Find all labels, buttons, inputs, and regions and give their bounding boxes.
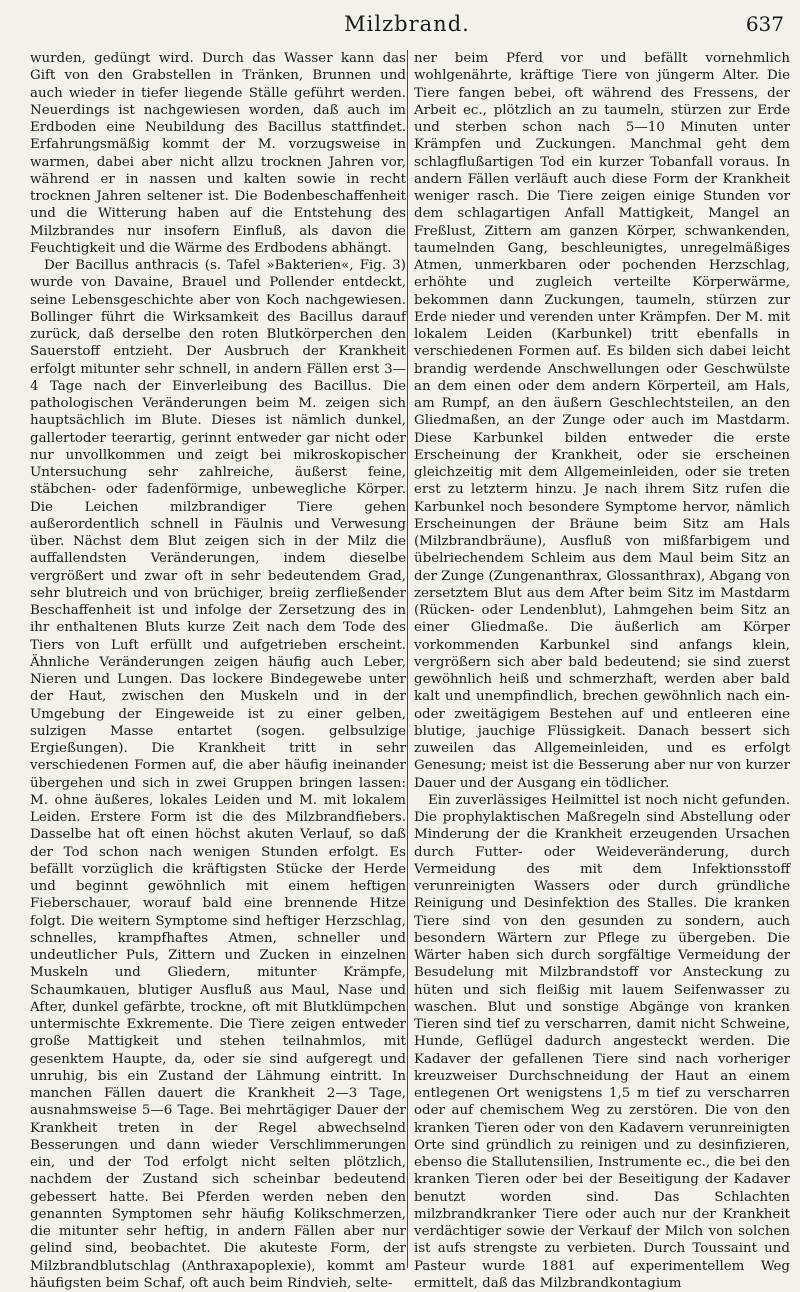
running-title: Milzbrand. xyxy=(344,12,470,36)
paragraph: Ein zuverlässiges Heilmittel ist noch nicht gefunden. Die prophylaktischen Maßregeln sind Abstellung oder Minderung der die Krankheit erzeugenden Ursachen durch Futter- oder Weideveränderung, durch Vermeidung des mit dem Infektionsstoff verunreinigten Wassers oder durch gründliche Reinigung und Desinfektion des Stalles. Die kranken Tiere sind von den gesunden zu sondern, auch besondern Wärtern zur Pflege zu übergeben. Die Wärter haben sich durch sorgfältige Vermeidung der Besudelung mit Milzbrandstoff vor Ansteckung zu hüten und sich fleißig mit lauem Seifenwasser zu waschen. Blut und sonstige Abgänge von kranken Tieren sind tief zu verscharren, damit nicht Schweine, Hunde, Geflügel dadurch angesteckt werden. Die Kadaver der gefallenen Tiere sind nach vorheriger kreuzweiser Durchschneidung der Haut an einem entlegenen Ort wenigstens 1,5 m tief zu verscharren oder auf chemischem Weg zu zerstören. Die von den kranken Tieren oder von den Kadavern verunreinigten Orte sind gründlich zu reinigen und zu desinfizieren, ebenso die Stallutensilien, Instrumente ec., die bei den kranken Tieren oder bei der Beseitigung der Kadaver benutzt worden sind. Das Schlachten milzbrandkranker Tiere oder auch nur der Krankheit verdächtiger sowie der Verkauf der Milch von solchen ist aufs strengste zu verbieten. Durch Toussaint und Pasteur wurde 1881 auf experimentellem Weg ermittelt, daß das Milzbrandkontagium xyxy=(414,792,790,1291)
left-column xyxy=(30,50,406,1291)
page-number: 637 xyxy=(745,12,784,36)
paragraph: ner beim Pferd vor und befällt vornehmlich wohlgenährte, kräftige Tiere von jüngerm Alter. Die Tiere fangen bebei, oft während des Fressens, der Arbeit ec., plötzlich an zu taumeln, stürzen zur Erde und sterben schon nach 5—10 Minuten unter Krämpfen und Zuckungen. Manchmal geht dem schlagflußartigen Tod ein kurzer Tobanfall voraus. In andern Fällen verläuft auch diese Form der Krankheit weniger rasch. Die Tiere zeigen einige Stunden vor dem schlagartigen Anfall Mattigkeit, Mangel an Freßlust, Zittern am ganzen Körper, schwankenden, taumelnden Gang, beschleunigtes, unregelmäßiges Atmen, unmerkbaren oder pochenden Herzschlag, erhöhte und zugleich verteilte Körperwärme, bekommen dann Zuckungen, taumeln, stürzen zur Erde nieder und verenden unter Krämpfen. Der M. mit lokalem Leiden (Karbunkel) tritt ebenfalls in verschiedenen Formen auf. Es bilden sich dabei leicht brandig werdende Anschwellungen oder Geschwülste an dem einen oder dem andern Körperteil, am Hals, am Rumpf, an den äußern Geschlechtsteilen, an den Gliedmaßen, an der Zunge oder auch im Mastdarm. Diese Karbunkel bilden entweder die erste Erscheinung der Krankheit, oder sie erscheinen gleichzeitig mit dem Allgemeinleiden, oder sie treten erst zu letzterm hinzu. Je nach ihrem Sitz rufen die Karbunkel noch besondere Symptome hervor, nämlich Erscheinungen der Bräune beim Sitz am Hals (Milzbrandbräune), Ausfluß von mißfarbigem und übelriechendem Schleim aus dem Maul beim Sitz an der Zunge (Zungenanthrax, Glossanthrax), Abgang von zersetztem Blut aus dem After beim Sitz im Mastdarm (Rücken- oder Lendenblut), Lahmgehen beim Sitz an einer Gliedmaße. Die äußerlich am Körper vorkommenden Karbunkel sind anfangs klein, vergrößern sich aber bald bedeutend; sie sind zuerst gewöhnlich heiß und schmerzhaft, werden aber bald kalt und unempfindlich, brechen gewöhnlich nach ein- oder zweitägigem Bestehen auf und entleeren eine blutige, jauchige Flüssigkeit. Danach bessert sich zuweilen das Allgemeinleiden, und es erfolgt Genesung; meist ist die Besserung aber nur von kurzer Dauer und der Ausgang ein tödlicher. xyxy=(414,51,790,791)
paragraph: wurden, gedüngt wird. Durch das Wasser kann das Gift von den Grabstellen in Tränken, Brunnen und auch wieder in tiefer liegende Ställe geführt werden. Neuerdings ist nachgewiesen worden, daß auch im Erdboden eine Neubildung des Bacillus stattfindet. Erfahrungsmäßig kommt der M. vorzugsweise in warmen, dabei aber nicht allzu trocknen Jahren vor, während er in nassen und kalten sowie in recht trocknen Jahren seltener ist. Die Bodenbeschaffenheit und die Witterung haben auf die Entstehung des Milzbrandes nur insofern Einfluß, als davon die Feuchtigkeit und die Wärme des Erdbodens abhängt. xyxy=(30,51,406,256)
paragraph: Der Bacillus anthracis (s. Tafel »Bakterien«, Fig. 3) wurde von Davaine, Brauel und Pollender entdeckt, seine Lebensgeschichte aber von Koch nachgewiesen. Bollinger führt die Wirksamkeit des Bacillus darauf zurück, daß derselbe den roten Blutkörperchen den Sauerstoff entzieht. Der Ausbruch der Krankheit erfolgt mitunter sehr schnell, in andern Fällen erst 3—4 Tage nach der Einverleibung des Bacillus. Die pathologischen Veränderungen beim M. zeigen sich hauptsächlich im Blute. Dieses ist nämlich dunkel, gallertoder teerartig, gerinnt entweder gar nicht oder nur unvollkommen und zeigt bei mikroskopischer Untersuchung sehr zahlreiche, äußerst feine, stäbchen- oder fadenförmige, unbewegliche Körper. Die Leichen milzbrandiger Tiere gehen außerordentlich schnell in Fäulnis und Verwesung über. Nächst dem Blut zeigen sich in der Milz die auffallendsten Veränderungen, indem dieselbe vergrößert und zwar oft in sehr bedeutendem Grad, sehr blutreich und von brüchiger, breiig zerfließender Beschaffenheit ist und infolge der Zersetzung des in ihr enthaltenen Bluts kurze Zeit nach dem Tode des Tiers von Luft erfüllt und aufgetrieben erscheint. Ähnliche Veränderungen zeigen häufig auch Leber, Nieren und Lungen. Das lockere Bindegewebe unter der Haut, zwischen den Muskeln und in der Umgebung der Eingeweide ist zu einer gelben, sulzigen Masse entartet (sogen. gelbsulzige Ergießungen). Die Krankheit tritt in sehr verschiedenen Formen auf, die aber häufig ineinander übergehen und sich in zwei Gruppen bringen lassen: M. ohne äußeres, lokales Leiden und M. mit lokalem Leiden. Erstere Form ist die des Milzbrandfiebers. Dasselbe hat oft einen höchst akuten Verlauf, so daß der Tod schon nach wenigen Stunden erfolgt. Es befällt vorzüglich die kräftigsten Stücke der Herde und beginnt gewöhnlich mit einem heftigen Fieberschauer, worauf bald eine brennende Hitze folgt. Die weitern Symptome sind heftiger Herzschlag, schnelles, krampfhaftes Atmen, schneller und undeutlicher Puls, Zittern und Zucken in einzelnen Muskeln und Gliedern, mitunter Krämpfe, Schaumkauen, blutiger Ausfluß aus Maul, Nase und After, dunkel gefärbte, trockne, oft mit Blutklümpchen untermischte Exkremente. Die Tiere zeigen entweder große Mattigkeit und stehen teilnahmlos, mit gesenktem Haupte, da, oder sie sind aufgeregt und unruhig, bis ein Zustand der Lähmung eintritt. In manchen Fällen dauert die Krankheit 2—3 Tage, ausnahmsweise 5—6 Tage. Bei mehrtägiger Dauer der Krankheit treten in der Regel abwechselnd Besserungen und dann wieder Verschlimmerungen ein, und der Tod erfolgt nicht selten plötzlich, nachdem der Zustand sich scheinbar bedeutend gebessert hatte. Bei Pferden werden neben den genannten Symptomen sehr häufig Kolikschmerzen, die mitunter sehr heftig, in andern Fällen aber nur gelind sind, beobachtet. Die akuteste Form, der Milzbrandblutschlag (Anthraxapoplexie), kommt am häufigsten beim Schaf, oft auch beim Rindvieh, selte- xyxy=(30,258,406,1291)
page-header xyxy=(30,12,784,40)
right-column xyxy=(414,50,790,1291)
column-divider xyxy=(407,50,408,1268)
